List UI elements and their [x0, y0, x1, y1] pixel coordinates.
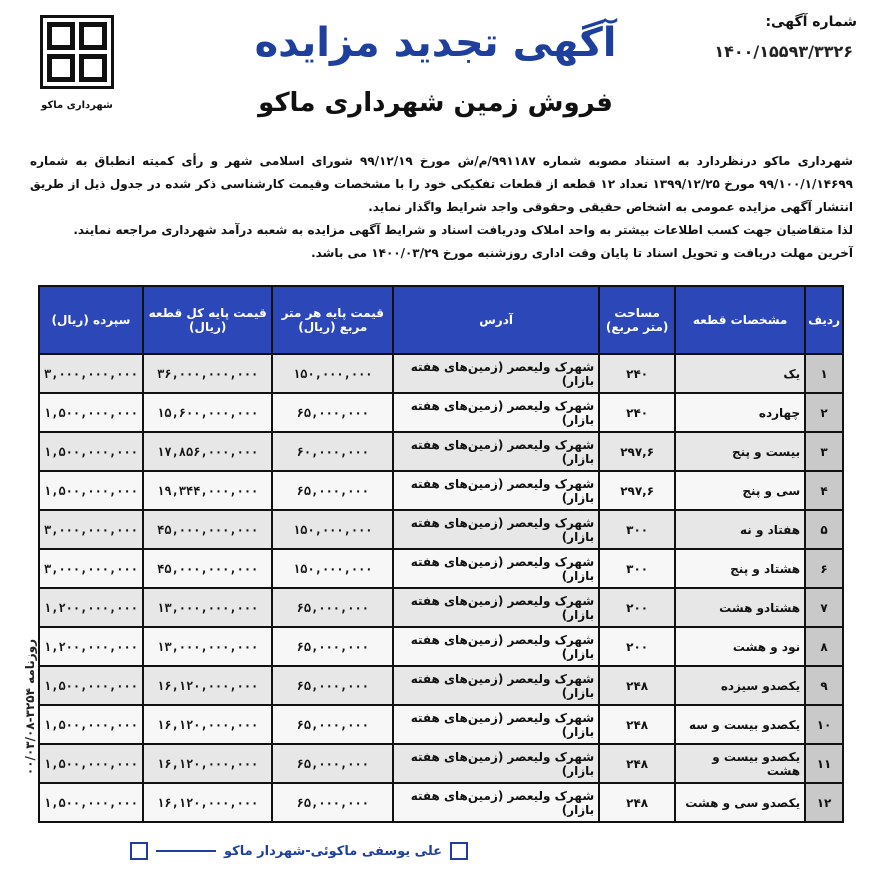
cell-price-total: ۱۹,۳۴۴,۰۰۰,۰۰۰ [143, 471, 273, 510]
cell-area: ۲۹۷,۶ [599, 432, 675, 471]
square-icon [450, 842, 468, 860]
cell-row-number: ۹ [805, 666, 843, 705]
table-row [39, 471, 843, 510]
cell-address: شهرک ولیعصر (زمین‌های هفته بازار) [393, 354, 599, 393]
cell-area: ۲۰۰ [599, 627, 675, 666]
cell-price-total: ۱۷,۸۵۶,۰۰۰,۰۰۰ [143, 432, 273, 471]
municipality-logo-icon [40, 15, 114, 89]
cell-spec: یکصدو بیست و هشت [675, 744, 805, 783]
header-row-number: ردیف [805, 286, 843, 354]
cell-row-number: ۱۲ [805, 783, 843, 822]
cell-row-number: ۶ [805, 549, 843, 588]
cell-spec: هشتادو هشت [675, 588, 805, 627]
cell-price-sqm: ۶۵,۰۰۰,۰۰۰ [272, 666, 393, 705]
table-row [39, 744, 843, 783]
table-row [39, 705, 843, 744]
cell-area: ۲۹۷,۶ [599, 471, 675, 510]
table-row [39, 432, 843, 471]
cell-address: شهرک ولیعصر (زمین‌های هفته بازار) [393, 627, 599, 666]
cell-area: ۲۴۸ [599, 666, 675, 705]
notice-paragraph: آخرین مهلت دریافت و تحویل اسناد تا پایان وقت اداری روزشنبه مورخ ۱۴۰۰/۰۳/۲۹ می باشد. [311, 246, 853, 260]
page-title: آگهی تجدید مزایده [254, 20, 617, 66]
table-header-row [39, 286, 843, 354]
notice-paragraph: لذا متقاضیان جهت کسب اطلاعات بیشتر به واحد املاک ودریافت اسناد و شرایط آگهی مزایده به شعبه درآمد شهرداری مراجعه نمایند. [73, 223, 853, 237]
table-row [39, 666, 843, 705]
cell-price-total: ۱۳,۰۰۰,۰۰۰,۰۰۰ [143, 588, 273, 627]
cell-price-total: ۴۵,۰۰۰,۰۰۰,۰۰۰ [143, 510, 273, 549]
table-row [39, 588, 843, 627]
cell-price-total: ۱۵,۶۰۰,۰۰۰,۰۰۰ [143, 393, 273, 432]
table-row [39, 354, 843, 393]
cell-price-total: ۳۶,۰۰۰,۰۰۰,۰۰۰ [143, 354, 273, 393]
cell-row-number: ۳ [805, 432, 843, 471]
cell-row-number: ۵ [805, 510, 843, 549]
cell-address: شهرک ولیعصر (زمین‌های هفته بازار) [393, 393, 599, 432]
cell-row-number: ۱ [805, 354, 843, 393]
cell-area: ۲۴۸ [599, 705, 675, 744]
header-deposit: سپرده (ریال) [39, 286, 143, 354]
table-row [39, 627, 843, 666]
cell-spec: چهارده [675, 393, 805, 432]
notice-paragraph: شهرداری ماکو درنظردارد به استناد مصوبه شماره ۹۹۱۱۸۷/م/ش مورخ ۹۹/۱۲/۱۹ شورای اسلامی شهر و رأی کمیته انطباق به شماره ۹۹/۱۰۰/۱/۱۴۶۹۹ مورخ ۱۳۹۹/۱۲/۲۵ تعداد ۱۲ قطعه از قطعات تفکیکی خود را با مشخصات وقیمت کارشناسی ذکر شده در جدول ذیل از طریق انتشار آگهی مزایده عمومی به اشخاص حقیقی وحقوقی واجد شرایط واگذار نماید. [30, 154, 853, 214]
cell-price-total: ۱۳,۰۰۰,۰۰۰,۰۰۰ [143, 627, 273, 666]
cell-deposit: ۱,۲۰۰,۰۰۰,۰۰۰ [39, 627, 143, 666]
lots-table-body [39, 354, 843, 822]
lots-table [38, 285, 844, 823]
cell-price-sqm: ۶۵,۰۰۰,۰۰۰ [272, 783, 393, 822]
cell-deposit: ۱,۵۰۰,۰۰۰,۰۰۰ [39, 744, 143, 783]
header-spec: مشخصات قطعه [675, 286, 805, 354]
cell-deposit: ۱,۵۰۰,۰۰۰,۰۰۰ [39, 783, 143, 822]
cell-deposit: ۳,۰۰۰,۰۰۰,۰۰۰ [39, 354, 143, 393]
cell-deposit: ۱,۵۰۰,۰۰۰,۰۰۰ [39, 666, 143, 705]
cell-row-number: ۱۱ [805, 744, 843, 783]
cell-row-number: ۱۰ [805, 705, 843, 744]
ad-number: ۱۴۰۰/۱۵۵۹۳/۳۳۲۶ [714, 42, 853, 61]
cell-row-number: ۴ [805, 471, 843, 510]
cell-deposit: ۱,۵۰۰,۰۰۰,۰۰۰ [39, 393, 143, 432]
cell-spec: هشتاد و پنج [675, 549, 805, 588]
cell-spec: بیست و پنج [675, 432, 805, 471]
cell-price-sqm: ۶۵,۰۰۰,۰۰۰ [272, 393, 393, 432]
divider-line [156, 850, 216, 852]
cell-area: ۲۴۰ [599, 354, 675, 393]
cell-price-sqm: ۶۰,۰۰۰,۰۰۰ [272, 432, 393, 471]
cell-deposit: ۳,۰۰۰,۰۰۰,۰۰۰ [39, 549, 143, 588]
cell-price-sqm: ۶۵,۰۰۰,۰۰۰ [272, 705, 393, 744]
cell-price-total: ۱۶,۱۲۰,۰۰۰,۰۰۰ [143, 666, 273, 705]
cell-deposit: ۱,۵۰۰,۰۰۰,۰۰۰ [39, 471, 143, 510]
cell-price-total: ۱۶,۱۲۰,۰۰۰,۰۰۰ [143, 705, 273, 744]
cell-row-number: ۷ [805, 588, 843, 627]
signature-text: علی یوسفی ماکوئی-شهردار ماکو [224, 843, 443, 859]
cell-price-sqm: ۶۵,۰۰۰,۰۰۰ [272, 627, 393, 666]
cell-price-sqm: ۶۵,۰۰۰,۰۰۰ [272, 744, 393, 783]
cell-area: ۲۰۰ [599, 588, 675, 627]
cell-price-sqm: ۱۵۰,۰۰۰,۰۰۰ [272, 354, 393, 393]
cell-row-number: ۸ [805, 627, 843, 666]
cell-deposit: ۱,۵۰۰,۰۰۰,۰۰۰ [39, 705, 143, 744]
cell-price-sqm: ۶۵,۰۰۰,۰۰۰ [272, 471, 393, 510]
page-subtitle: فروش زمین شهرداری ماکو [258, 88, 613, 118]
cell-address: شهرک ولیعصر (زمین‌های هفته بازار) [393, 549, 599, 588]
cell-price-sqm: ۶۵,۰۰۰,۰۰۰ [272, 588, 393, 627]
header-area: مساحت (متر مربع) [599, 286, 675, 354]
table-row [39, 510, 843, 549]
cell-deposit: ۱,۲۰۰,۰۰۰,۰۰۰ [39, 588, 143, 627]
cell-deposit: ۳,۰۰۰,۰۰۰,۰۰۰ [39, 510, 143, 549]
cell-spec: سی و پنج [675, 471, 805, 510]
cell-area: ۳۰۰ [599, 549, 675, 588]
cell-price-total: ۴۵,۰۰۰,۰۰۰,۰۰۰ [143, 549, 273, 588]
cell-address: شهرک ولیعصر (زمین‌های هفته بازار) [393, 666, 599, 705]
header-price-total: قیمت پایه کل قطعه (ریال) [143, 286, 273, 354]
cell-area: ۳۰۰ [599, 510, 675, 549]
header-price-sqm: قیمت پایه هر متر مربع (ریال) [272, 286, 393, 354]
lots-table-wrap [38, 285, 844, 823]
cell-spec: نود و هشت [675, 627, 805, 666]
cell-address: شهرک ولیعصر (زمین‌های هفته بازار) [393, 588, 599, 627]
table-row [39, 549, 843, 588]
side-publisher-text: روزنامه ۳۲۵۴-۰۰/۰۳/۰۸ [23, 638, 38, 776]
ad-number-label: شماره آگهی: [765, 14, 857, 30]
cell-address: شهرک ولیعصر (زمین‌های هفته بازار) [393, 783, 599, 822]
cell-spec: یکصدو سیزده [675, 666, 805, 705]
table-row [39, 783, 843, 822]
square-icon [130, 842, 148, 860]
cell-address: شهرک ولیعصر (زمین‌های هفته بازار) [393, 744, 599, 783]
cell-address: شهرک ولیعصر (زمین‌های هفته بازار) [393, 705, 599, 744]
cell-area: ۲۴۸ [599, 744, 675, 783]
cell-spec: هفتاد و نه [675, 510, 805, 549]
cell-address: شهرک ولیعصر (زمین‌های هفته بازار) [393, 471, 599, 510]
footer-signature [130, 842, 468, 860]
cell-spec: یکصدو بیست و سه [675, 705, 805, 744]
notice-body [30, 150, 853, 265]
logo-caption: شهرداری ماکو [41, 100, 113, 111]
cell-row-number: ۲ [805, 393, 843, 432]
cell-price-total: ۱۶,۱۲۰,۰۰۰,۰۰۰ [143, 744, 273, 783]
cell-address: شهرک ولیعصر (زمین‌های هفته بازار) [393, 510, 599, 549]
cell-price-total: ۱۶,۱۲۰,۰۰۰,۰۰۰ [143, 783, 273, 822]
cell-price-sqm: ۱۵۰,۰۰۰,۰۰۰ [272, 549, 393, 588]
cell-address: شهرک ولیعصر (زمین‌های هفته بازار) [393, 432, 599, 471]
cell-area: ۲۴۸ [599, 783, 675, 822]
cell-spec: یکصدو سی و هشت [675, 783, 805, 822]
header-address: آدرس [393, 286, 599, 354]
cell-deposit: ۱,۵۰۰,۰۰۰,۰۰۰ [39, 432, 143, 471]
cell-spec: یک [675, 354, 805, 393]
cell-price-sqm: ۱۵۰,۰۰۰,۰۰۰ [272, 510, 393, 549]
table-row [39, 393, 843, 432]
cell-area: ۲۴۰ [599, 393, 675, 432]
